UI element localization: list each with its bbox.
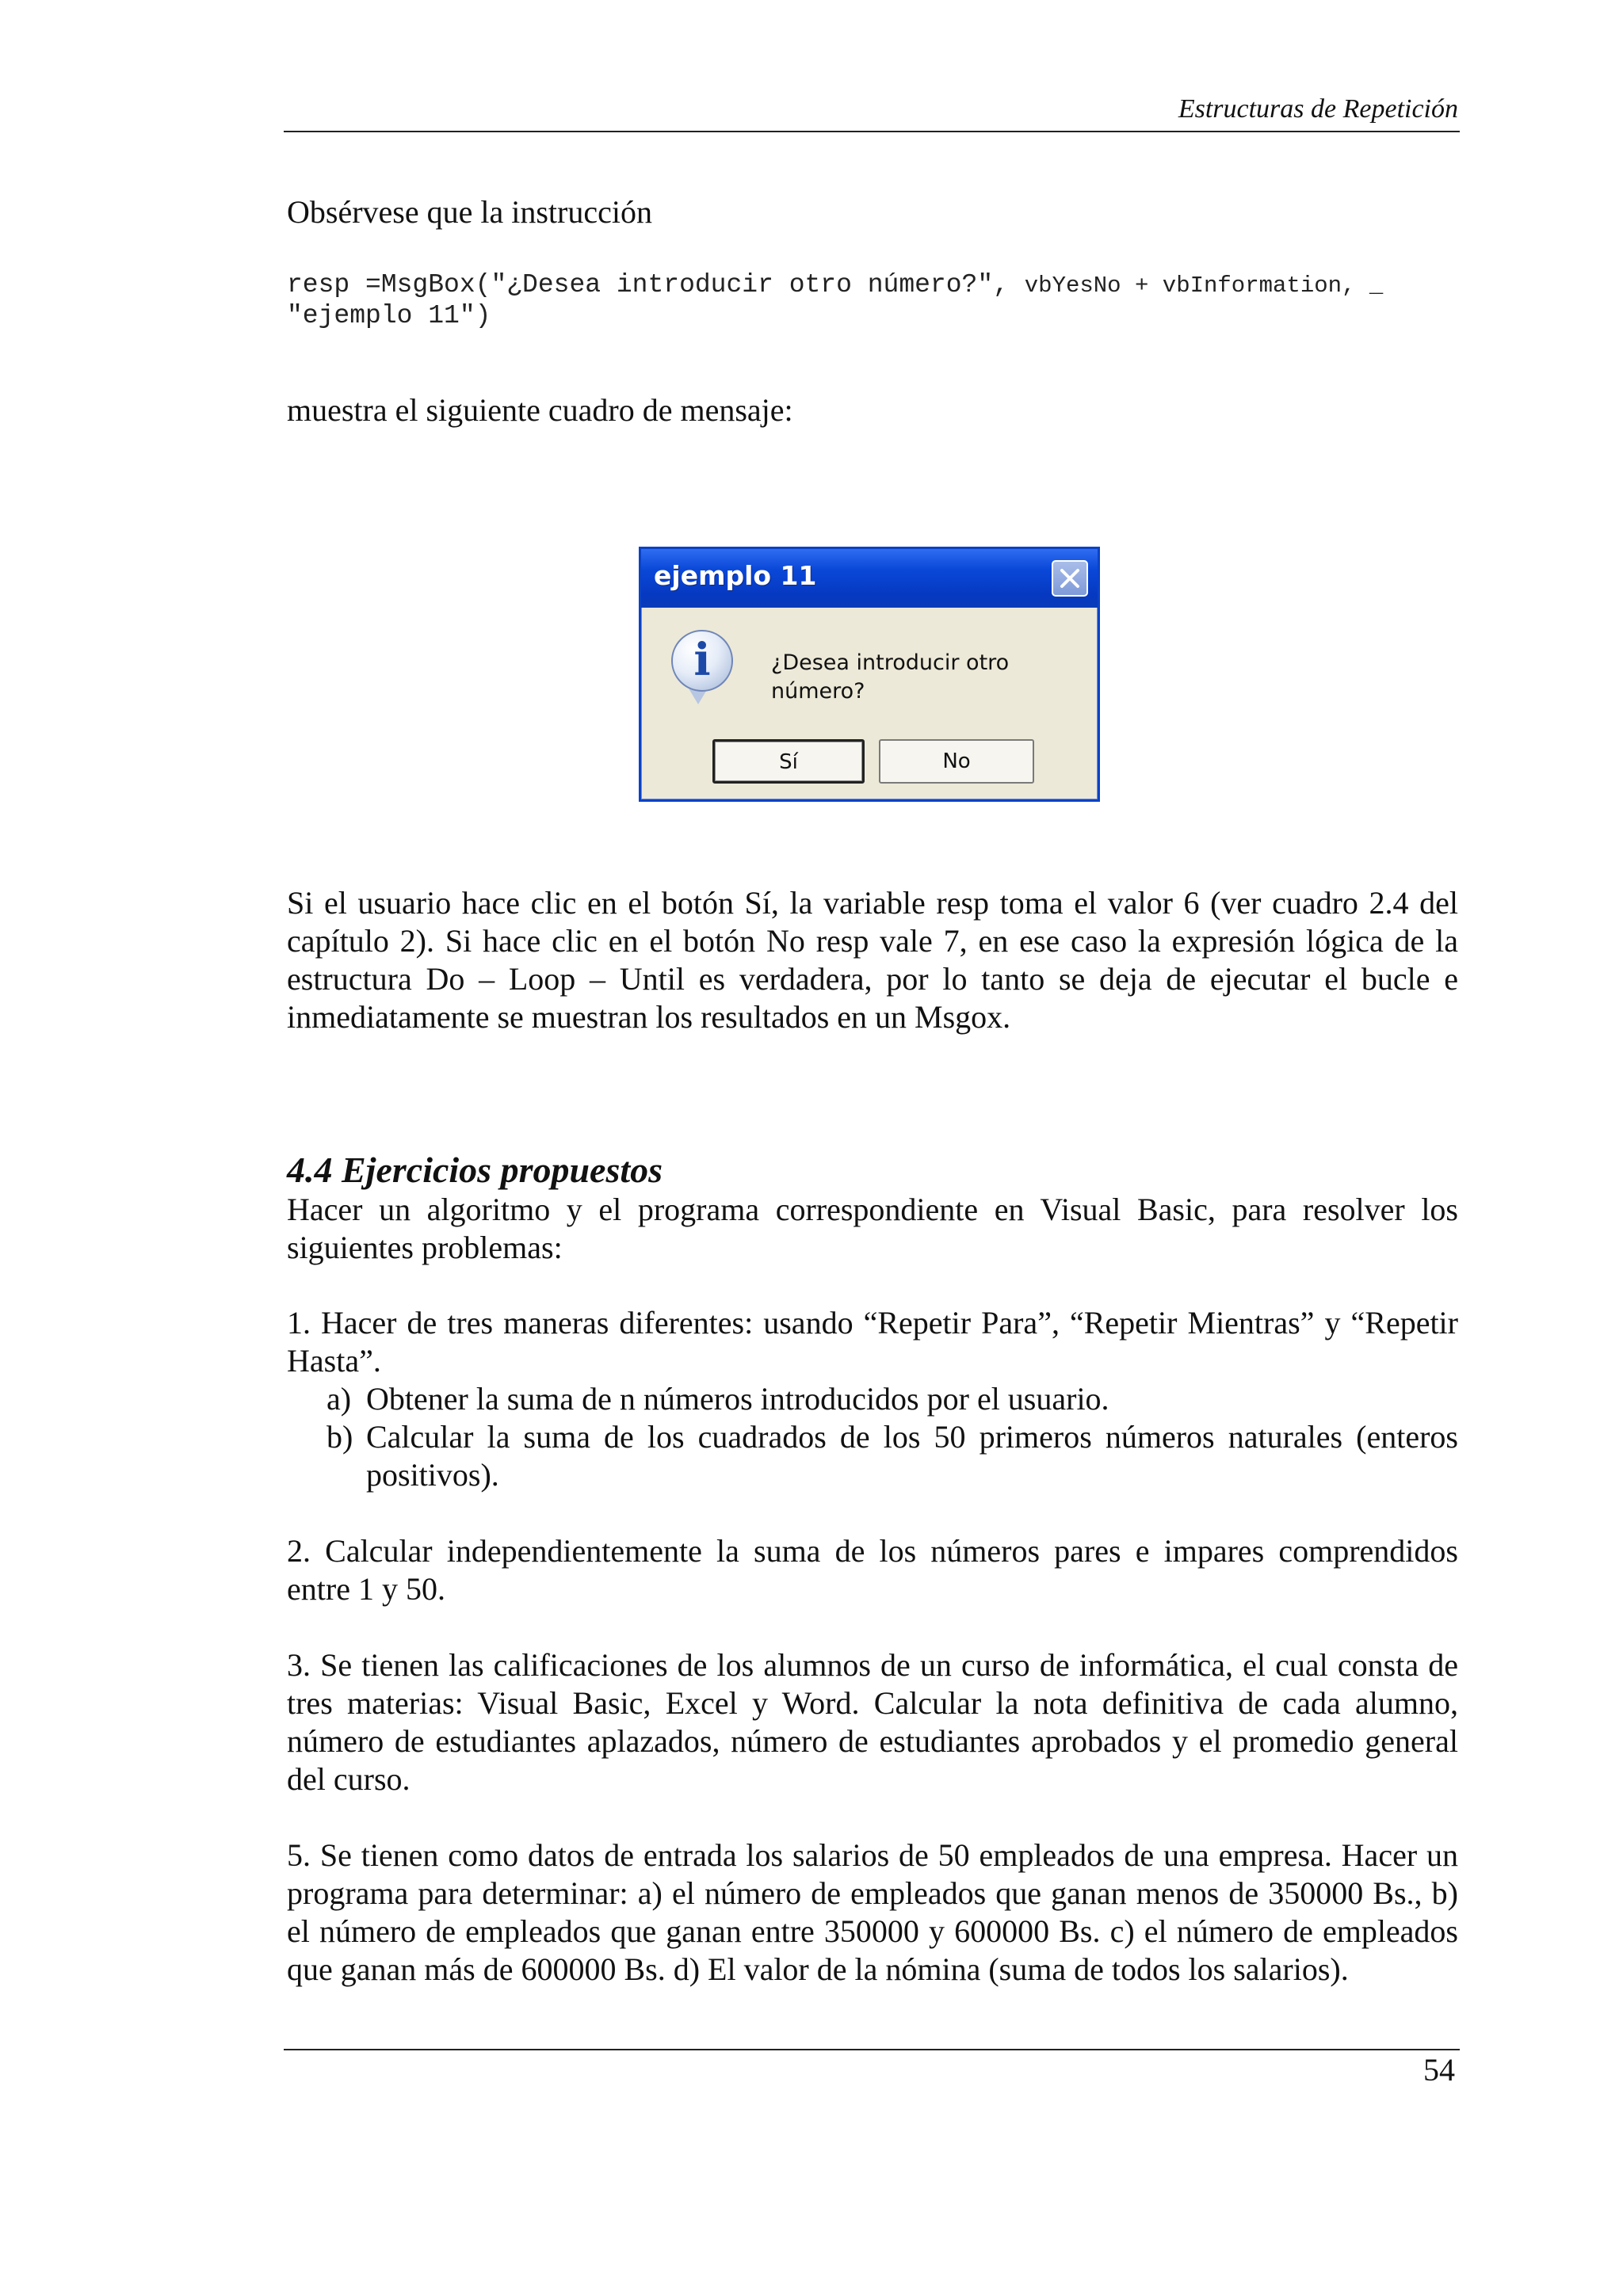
section-intro: Hacer un algoritmo y el programa correspondiente en Visual Basic, para resolver los siguientes problemas: xyxy=(287,1192,1458,1265)
page-number: 54 xyxy=(1423,2052,1455,2088)
exercise-3: 3. Se tienen las calificaciones de los alumnos de un curso de informática, el cual consta de tres materias: Visual Basic, Excel y Word. Calcular la nota definitiva de cada alumno, número de estudiantes aplazados, número de estudiantes aprobados y el promedio general del curso. xyxy=(287,1647,1458,1797)
message-text: ¿Desea introducir otro número? xyxy=(771,650,1010,704)
section-heading: 4.4 Ejercicios propuestos xyxy=(287,1150,663,1190)
exercise-1b-text: Calcular la suma de los cuadrados de los 50 primeros números naturales (enteros positivos). xyxy=(366,1419,1458,1493)
code-line-1-part-a: resp =MsgBox("¿Desea introducir otro número?", xyxy=(287,270,1025,299)
exercise-1b-label: b) xyxy=(327,1419,353,1455)
message-box-client xyxy=(641,608,1098,799)
code-line-1 xyxy=(287,269,1460,301)
running-header: Estructuras de Repetición xyxy=(1178,94,1458,124)
exercise-5: 5. Se tienen como datos de entrada los salarios de 50 empleados de una empresa. Hacer un programa para determinar: a) el número de empleados que ganan menos de 350000 Bs., b) el número de empleados que ganan entre 350000 y 600000 Bs. c) el número de empleados que ganan más de 600000 Bs. d) El valor de la nómina (suma de todos los salarios). xyxy=(287,1837,1458,1987)
message-box-titlebar xyxy=(641,549,1098,608)
information-icon: i xyxy=(671,630,733,692)
exercise-1a-label: a) xyxy=(327,1381,352,1417)
code-line-2: "ejemplo 11") xyxy=(287,301,491,330)
message-box xyxy=(639,547,1100,802)
header-rule xyxy=(284,131,1460,132)
exercise-2: 2. Calcular independientemente la suma de los números pares e impares comprendidos entre 1 y 50. xyxy=(287,1533,1458,1607)
no-button[interactable]: No xyxy=(879,739,1034,784)
explanation-text: Si el usuario hace clic en el botón Sí, la variable resp toma el valor 6 (ver cuadro 2.4 del capítulo 2). Si hace clic en el botón No resp vale 7, en ese caso la expresión lógica de la estructura Do – Loop – Until es verdadera, por lo tanto se deja de ejecutar el bucle e inmediatamente se muestran los resultados en un Msgox. xyxy=(287,885,1458,1035)
footer-rule xyxy=(284,2049,1460,2050)
code-line-1-part-b: vbYesNo + vbInformation, _ xyxy=(1024,273,1384,299)
exercise-1a-text: Obtener la suma de n números introducidos por el usuario. xyxy=(366,1381,1109,1417)
intro-text: Obsérvese que la instrucción xyxy=(287,194,652,230)
message-box-title: ejemplo 11 xyxy=(654,560,817,591)
after-code-text: muestra el siguiente cuadro de mensaje: xyxy=(287,392,793,428)
yes-button[interactable]: Sí xyxy=(712,739,865,784)
exercise-1: 1. Hacer de tres maneras diferentes: usando “Repetir Para”, “Repetir Mientras” y “Repetir Hasta”. xyxy=(287,1305,1458,1379)
close-icon xyxy=(1053,562,1086,595)
close-button[interactable] xyxy=(1052,560,1088,597)
